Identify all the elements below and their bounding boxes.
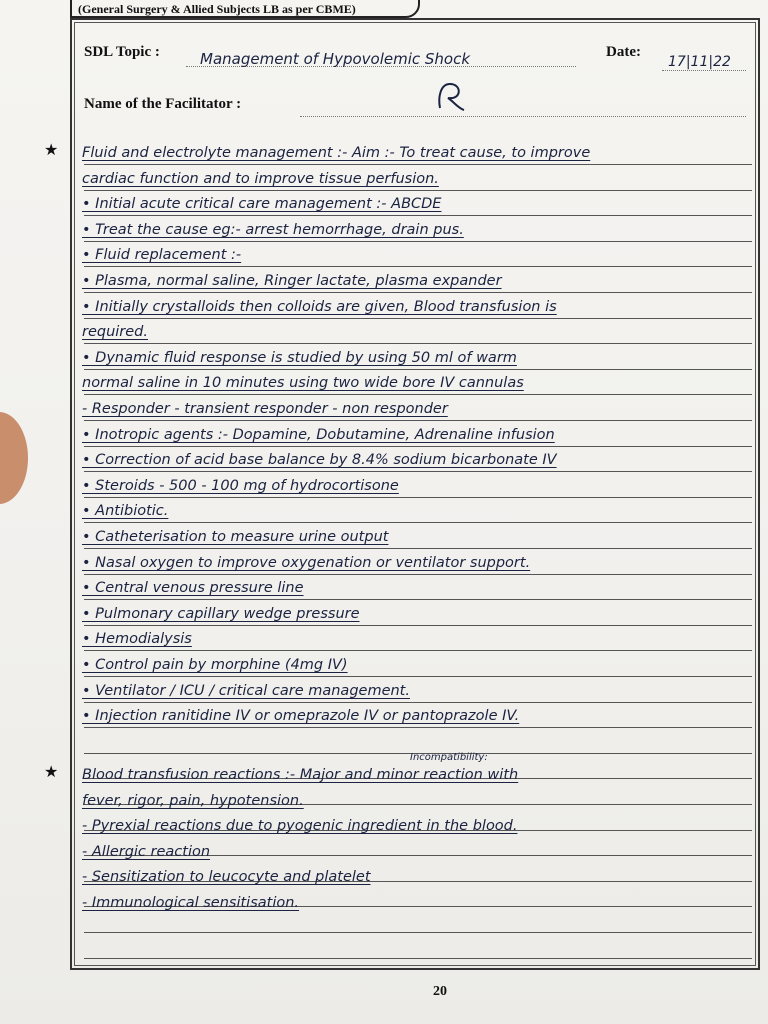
date-label: Date: [606,44,641,60]
handwritten-line: • Pulmonary capillary wedge pressure [82,605,360,622]
handwritten-line: • Treat the cause eg:- arrest hemorrhage, drain pus. [82,221,464,238]
date-value: 17|11|22 [668,54,731,70]
handwritten-line: • Hemodialysis [82,631,192,648]
facilitator-line [300,116,746,117]
facilitator-label: Name of the Facilitator : [84,96,242,112]
handwritten-line: cardiac function and to improve tissue perfusion. [82,170,439,187]
handwritten-line: • Nasal oxygen to improve oxygenation or ventilator support. [82,554,531,571]
handwritten-line: • Control pain by morphine (4mg IV) [82,657,348,673]
handwritten-line: • Injection ranitidine IV or omeprazole IV or pantoprazole IV. [82,708,520,725]
handwritten-line: • Correction of acid base balance by 8.4% sodium bicarbonate IV [82,452,557,469]
sdl-topic-value: Management of Hypovolemic Shock [200,50,471,68]
handwritten-line: Fluid and electrolyte management :- Aim :- To treat cause, to improve [82,145,591,161]
handwritten-line: • Steroids - 500 - 100 mg of hydrocortisone [82,477,399,494]
handwritten-line: • Central venous pressure line [82,580,304,597]
handwritten-line: - Immunological sensitisation. [82,895,300,911]
header-tab: (General Surgery & Allied Subjects LB as per CBME) [70,0,420,18]
page-number: 20 [433,984,447,999]
sdl-topic-label: SDL Topic : [84,44,160,60]
handwritten-line: - Sensitization to leucocyte and platelet [82,869,371,886]
handwritten-line: required. [82,324,149,341]
handwritten-line: fever, rigor, pain, hypotension. [82,792,304,809]
date-line [662,70,746,71]
facilitator-signature [432,78,468,114]
handwritten-line: - Allergic reaction [82,843,211,860]
holding-thumb [0,412,28,504]
handwritten-line: • Inotropic agents :- Dopamine, Dobutamine, Adrenaline infusion [82,426,555,443]
star-bullet-2: ★ [44,762,59,781]
handwritten-line: • Ventilator / ICU / critical care management. [82,682,410,699]
handwritten-line: normal saline in 10 minutes using two wide bore IV cannulas [82,375,524,392]
handwritten-line: • Initially crystalloids then colloids are given, Blood transfusion is [82,298,557,315]
handwritten-line: • Dynamic fluid response is studied by using 50 ml of warm [82,349,517,366]
handwritten-line: • Catheterisation to measure urine output [82,529,389,545]
handwritten-line: • Plasma, normal saline, Ringer lactate, plasma expander [82,273,502,289]
handwritten-line: • Initial acute critical care management :- ABCDE [82,196,442,213]
handwritten-line: - Pyrexial reactions due to pyogenic ingredient in the blood. [82,818,518,835]
handwritten-line: • Fluid replacement :- [82,247,242,264]
ruled-line [84,932,752,933]
handwritten-line: • Antibiotic. [82,503,169,520]
ruled-line [84,958,752,959]
incompatibility-annotation: Incompatibility: [410,752,488,763]
handwritten-line: - Responder - transient responder - non responder [82,401,448,417]
star-bullet-1: ★ [44,140,59,159]
handwritten-line: Blood transfusion reactions :- Major and minor reaction with [82,767,519,783]
